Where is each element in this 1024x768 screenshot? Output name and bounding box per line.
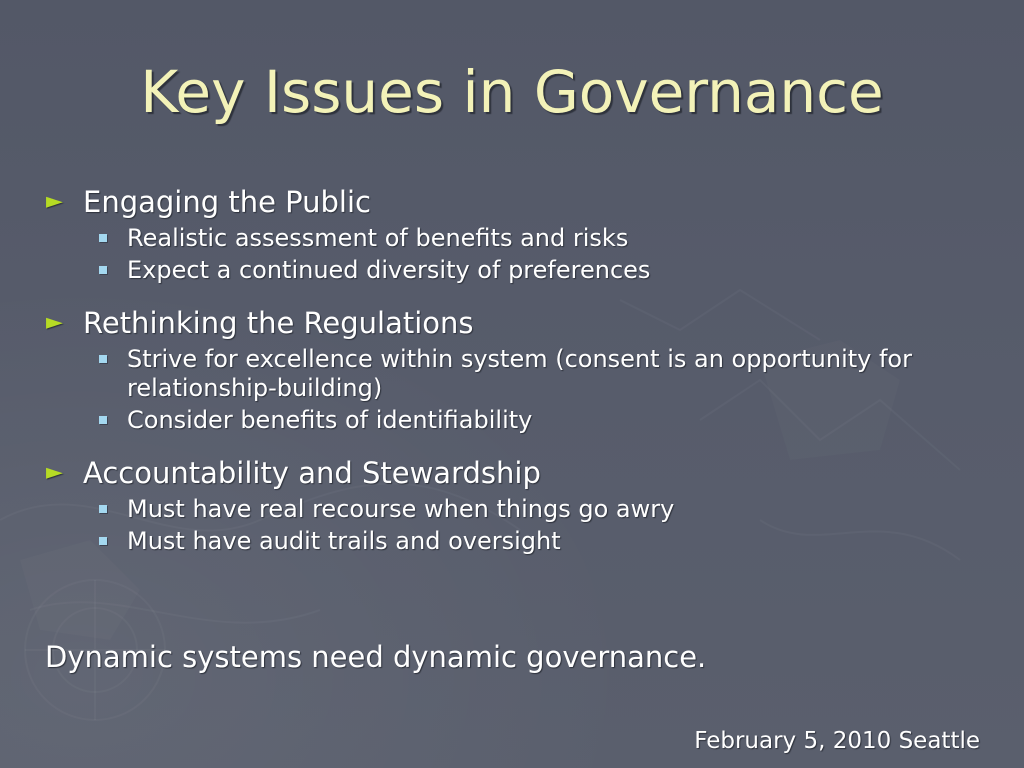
square-bullet-icon	[99, 537, 107, 545]
section-heading	[44, 183, 974, 221]
sub-bullet-text: Realistic assessment of benefits and risks	[127, 224, 629, 252]
section-heading	[44, 454, 974, 492]
section-heading	[44, 304, 974, 342]
sub-bullet-list	[99, 495, 974, 556]
square-bullet-icon	[99, 266, 107, 274]
footer-date-location: February 5, 2010 Seattle	[694, 728, 980, 754]
triangle-right-icon: ►	[46, 310, 63, 335]
sub-bullet-text: Expect a continued diversity of preferences	[127, 256, 651, 284]
bullet-list	[44, 183, 974, 575]
closing-statement: Dynamic systems need dynamic governance.	[45, 640, 707, 674]
section-heading-text: Rethinking the Regulations	[83, 306, 474, 340]
sub-bullet-item	[99, 495, 974, 524]
sub-bullet-item	[99, 224, 974, 253]
sub-bullet-item	[99, 256, 974, 285]
sub-bullet-text: Consider benefits of identifiability	[127, 406, 533, 434]
section-engaging-public	[44, 183, 974, 285]
square-bullet-icon	[99, 416, 107, 424]
slide-title: Key Issues in Governance	[140, 58, 884, 126]
section-rethinking-regulations	[44, 304, 974, 435]
sub-bullet-text: Must have real recourse when things go awry	[127, 495, 675, 523]
square-bullet-icon	[99, 505, 107, 513]
square-bullet-icon	[99, 234, 107, 242]
triangle-right-icon: ►	[46, 460, 63, 485]
sub-bullet-item	[99, 527, 974, 556]
sub-bullet-list	[99, 345, 974, 435]
section-accountability-stewardship	[44, 454, 974, 556]
sub-bullet-item	[99, 406, 974, 435]
triangle-right-icon: ►	[46, 189, 63, 214]
sub-bullet-text: Strive for excellence within system (consent is an opportunity for relationship-building)	[127, 345, 912, 402]
section-heading-text: Engaging the Public	[83, 185, 371, 219]
sub-bullet-item	[99, 345, 974, 403]
square-bullet-icon	[99, 355, 107, 363]
section-heading-text: Accountability and Stewardship	[83, 456, 541, 490]
sub-bullet-list	[99, 224, 974, 285]
sub-bullet-text: Must have audit trails and oversight	[127, 527, 561, 555]
